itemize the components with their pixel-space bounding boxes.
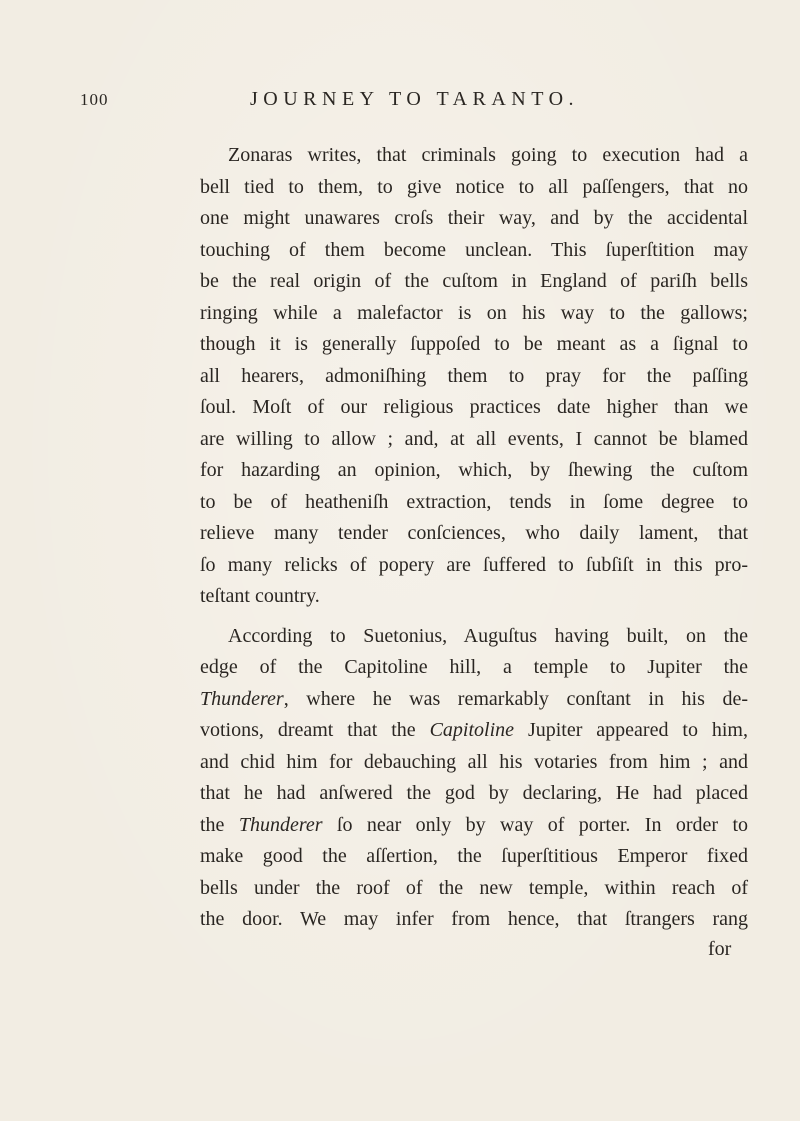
text-line: for hazarding an opinion, which, by ſhewing the cuſtom	[200, 459, 748, 481]
text-line	[200, 715, 748, 747]
text-line: one might unawares croſs their way, and by the accidental	[200, 207, 748, 229]
text-line: Zonaras writes, that criminals going to execution had a	[228, 144, 748, 166]
text-line: make good the aſſertion, the ſuperſtitious Emperor fixed	[200, 845, 748, 867]
text-line: and chid him for debauching all his votaries from him ; and	[200, 750, 748, 773]
text-line: bell tied to them, to give notice to all paſſengers, that no	[200, 175, 748, 198]
text-span: the	[200, 813, 239, 836]
text-line: bells under the roof of the new temple, within reach of	[200, 876, 748, 899]
running-head: JOURNEY TO TARANTO.	[250, 88, 580, 110]
body-text	[200, 140, 748, 936]
text-line: be the real origin of the cuſtom in England of pariſh bells	[200, 270, 748, 292]
page-header	[80, 90, 720, 120]
text-span: Jupiter appeared to him,	[514, 719, 748, 741]
text-line: According to Suetonius, Auguſtus having built, on the	[228, 624, 748, 647]
text-line: all hearers, admoniſhing them to pray for the paſſing	[200, 364, 748, 387]
text-line: touching of them become unclean. This ſuperſtition may	[200, 238, 748, 261]
text-line: to be of heatheniſh extraction, tends in ſome degree to	[200, 490, 748, 513]
text-line: ſo many relicks of popery are ſuffered to ſubſiſt in this pro-	[200, 553, 748, 576]
text-span: ſo near only by way of porter. In order to	[322, 813, 748, 836]
text-line: are willing to allow ; and, at all events, I cannot be blamed	[200, 427, 748, 450]
text-line	[200, 684, 748, 716]
text-line: edge of the Capitoline hill, a temple to Jupiter the	[200, 656, 748, 678]
text-line: though it is generally ſuppoſed to be meant as a ſignal to	[200, 333, 748, 355]
italic-word: Thunderer	[200, 687, 284, 710]
text-line: that he had anſwered the god by declaring, He had placed	[200, 782, 748, 804]
page-number: 100	[80, 90, 109, 109]
paragraph-1	[200, 140, 748, 613]
text-line: ringing while a malefactor is on his way to the gallows;	[200, 301, 748, 324]
paragraph-2	[200, 621, 748, 936]
text-span: , where he was remarkably conſtant in his de-	[283, 687, 748, 710]
text-line: relieve many tender conſciences, who daily lament, that	[200, 522, 748, 544]
text-line	[200, 810, 748, 842]
text-line: ſoul. Moſt of our religious practices date higher than we	[200, 396, 748, 418]
text-line: teſtant country.	[200, 585, 320, 607]
text-span: votions, dreamt that the	[200, 719, 430, 741]
italic-word: Capitoline	[429, 719, 515, 741]
text-line: the door. We may infer from hence, that ſtrangers rang	[200, 908, 748, 930]
catchword: for	[708, 937, 732, 960]
italic-word: Thunderer	[238, 813, 323, 836]
